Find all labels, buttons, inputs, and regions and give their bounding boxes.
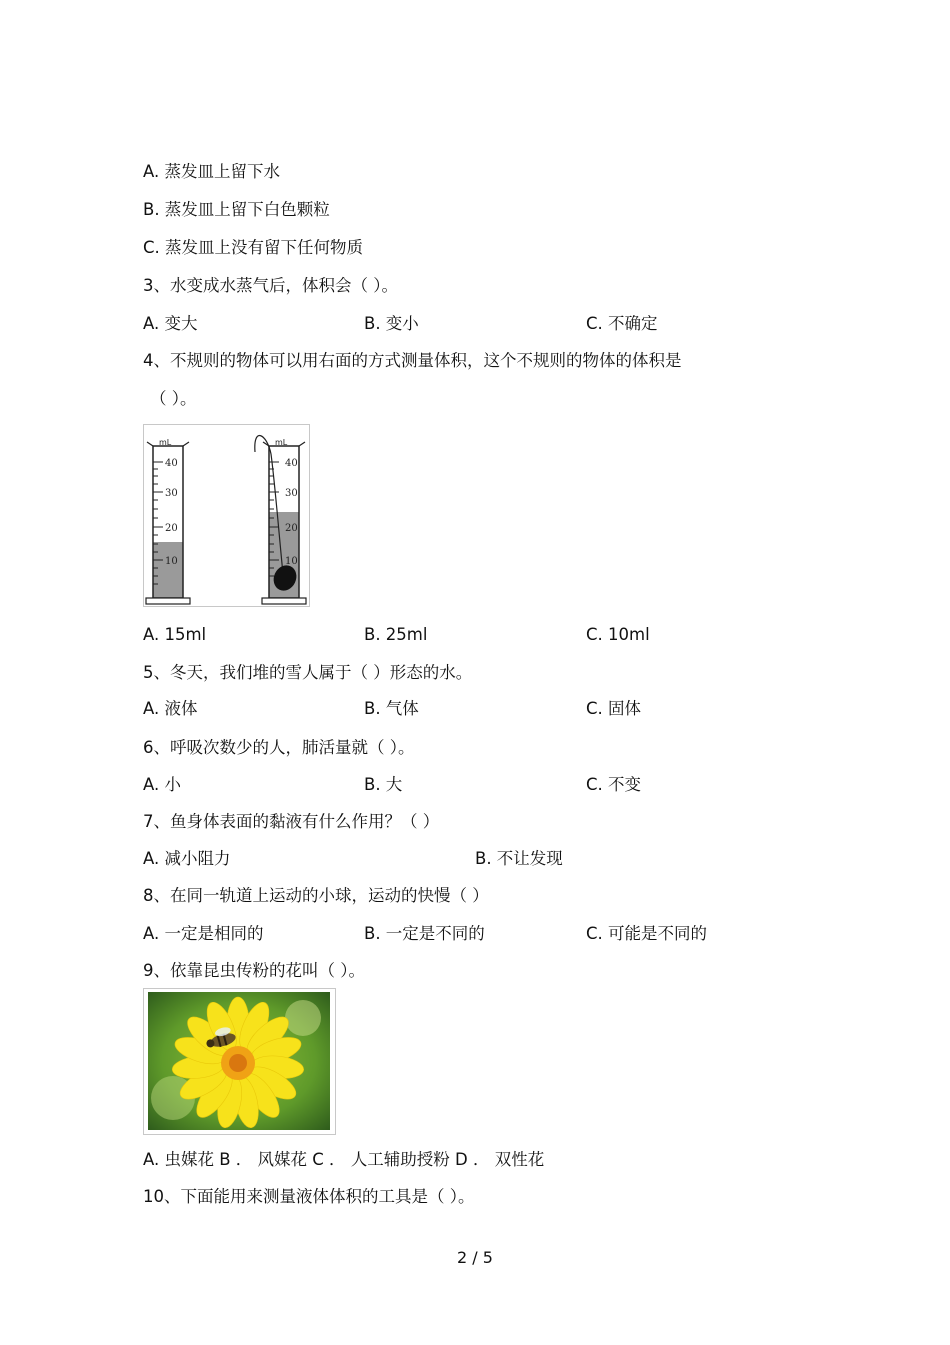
q3-option-c: C. 不确定	[586, 314, 658, 333]
q8-option-c: C. 可能是不同的	[586, 924, 708, 943]
q8-option-a: A. 一定是相同的	[143, 924, 264, 943]
q4-option-b: B. 25ml	[364, 625, 428, 644]
question-4-blank: （ ）。	[150, 389, 197, 408]
unit-label: mL	[275, 438, 288, 447]
line-option-a: A. 蒸发皿上留下水	[143, 162, 280, 181]
q3-option-b: B. 变小	[364, 314, 419, 333]
tick-label: 20	[165, 523, 178, 534]
q9-options: A. 虫媒花 B ． 风媒花 C ． 人工辅助授粉 D ． 双性花	[143, 1150, 545, 1169]
tick-label: 10	[165, 556, 178, 567]
question-5: 5、冬天，我们堆的雪人属于（ ）形态的水。	[143, 663, 473, 682]
q6-option-c: C. 不变	[586, 775, 642, 794]
page-number: 2 / 5	[457, 1248, 493, 1267]
tick-label: 30	[285, 488, 298, 499]
q8-option-b: B. 一定是不同的	[364, 924, 485, 943]
question-4: 4、不规则的物体可以用右面的方式测量体积，这个不规则的物体的体积是	[143, 351, 682, 370]
q4-option-a: A. 15ml	[143, 625, 207, 644]
question-3: 3、水变成水蒸气后，体积会（ ）。	[143, 276, 398, 295]
q5-option-c: C. 固体	[586, 699, 642, 718]
q7-option-a: A. 减小阻力	[143, 849, 231, 868]
question-6: 6、呼吸次数少的人，肺活量就（ ）。	[143, 738, 415, 757]
tick-label: 20	[285, 523, 298, 534]
question-9: 9、依靠昆虫传粉的花叫（ ）。	[143, 961, 365, 980]
q5-option-b: B. 气体	[364, 699, 419, 718]
graduated-cylinder-figure	[143, 424, 311, 608]
question-7: 7、鱼身体表面的黏液有什么作用？（ ）	[143, 812, 440, 831]
q5-option-a: A. 液体	[143, 699, 198, 718]
q6-option-a: A. 小	[143, 775, 181, 794]
tick-label: 30	[165, 488, 178, 499]
line-option-b: B. 蒸发皿上留下白色颗粒	[143, 200, 330, 219]
tick-label: 40	[165, 458, 178, 469]
q7-option-b: B. 不让发现	[475, 849, 563, 868]
tick-label: 10	[285, 556, 298, 567]
unit-label: mL	[159, 438, 172, 447]
line-option-c: C. 蒸发皿上没有留下任何物质	[143, 238, 364, 257]
tick-label: 40	[285, 458, 298, 469]
q4-option-c: C. 10ml	[586, 625, 650, 644]
question-8: 8、在同一轨道上运动的小球，运动的快慢（ ）	[143, 886, 489, 905]
q3-option-a: A. 变大	[143, 314, 198, 333]
question-10: 10、下面能用来测量液体体积的工具是（ ）。	[143, 1187, 475, 1206]
flower-bee-photo	[143, 988, 336, 1135]
q6-option-b: B. 大	[364, 775, 403, 794]
